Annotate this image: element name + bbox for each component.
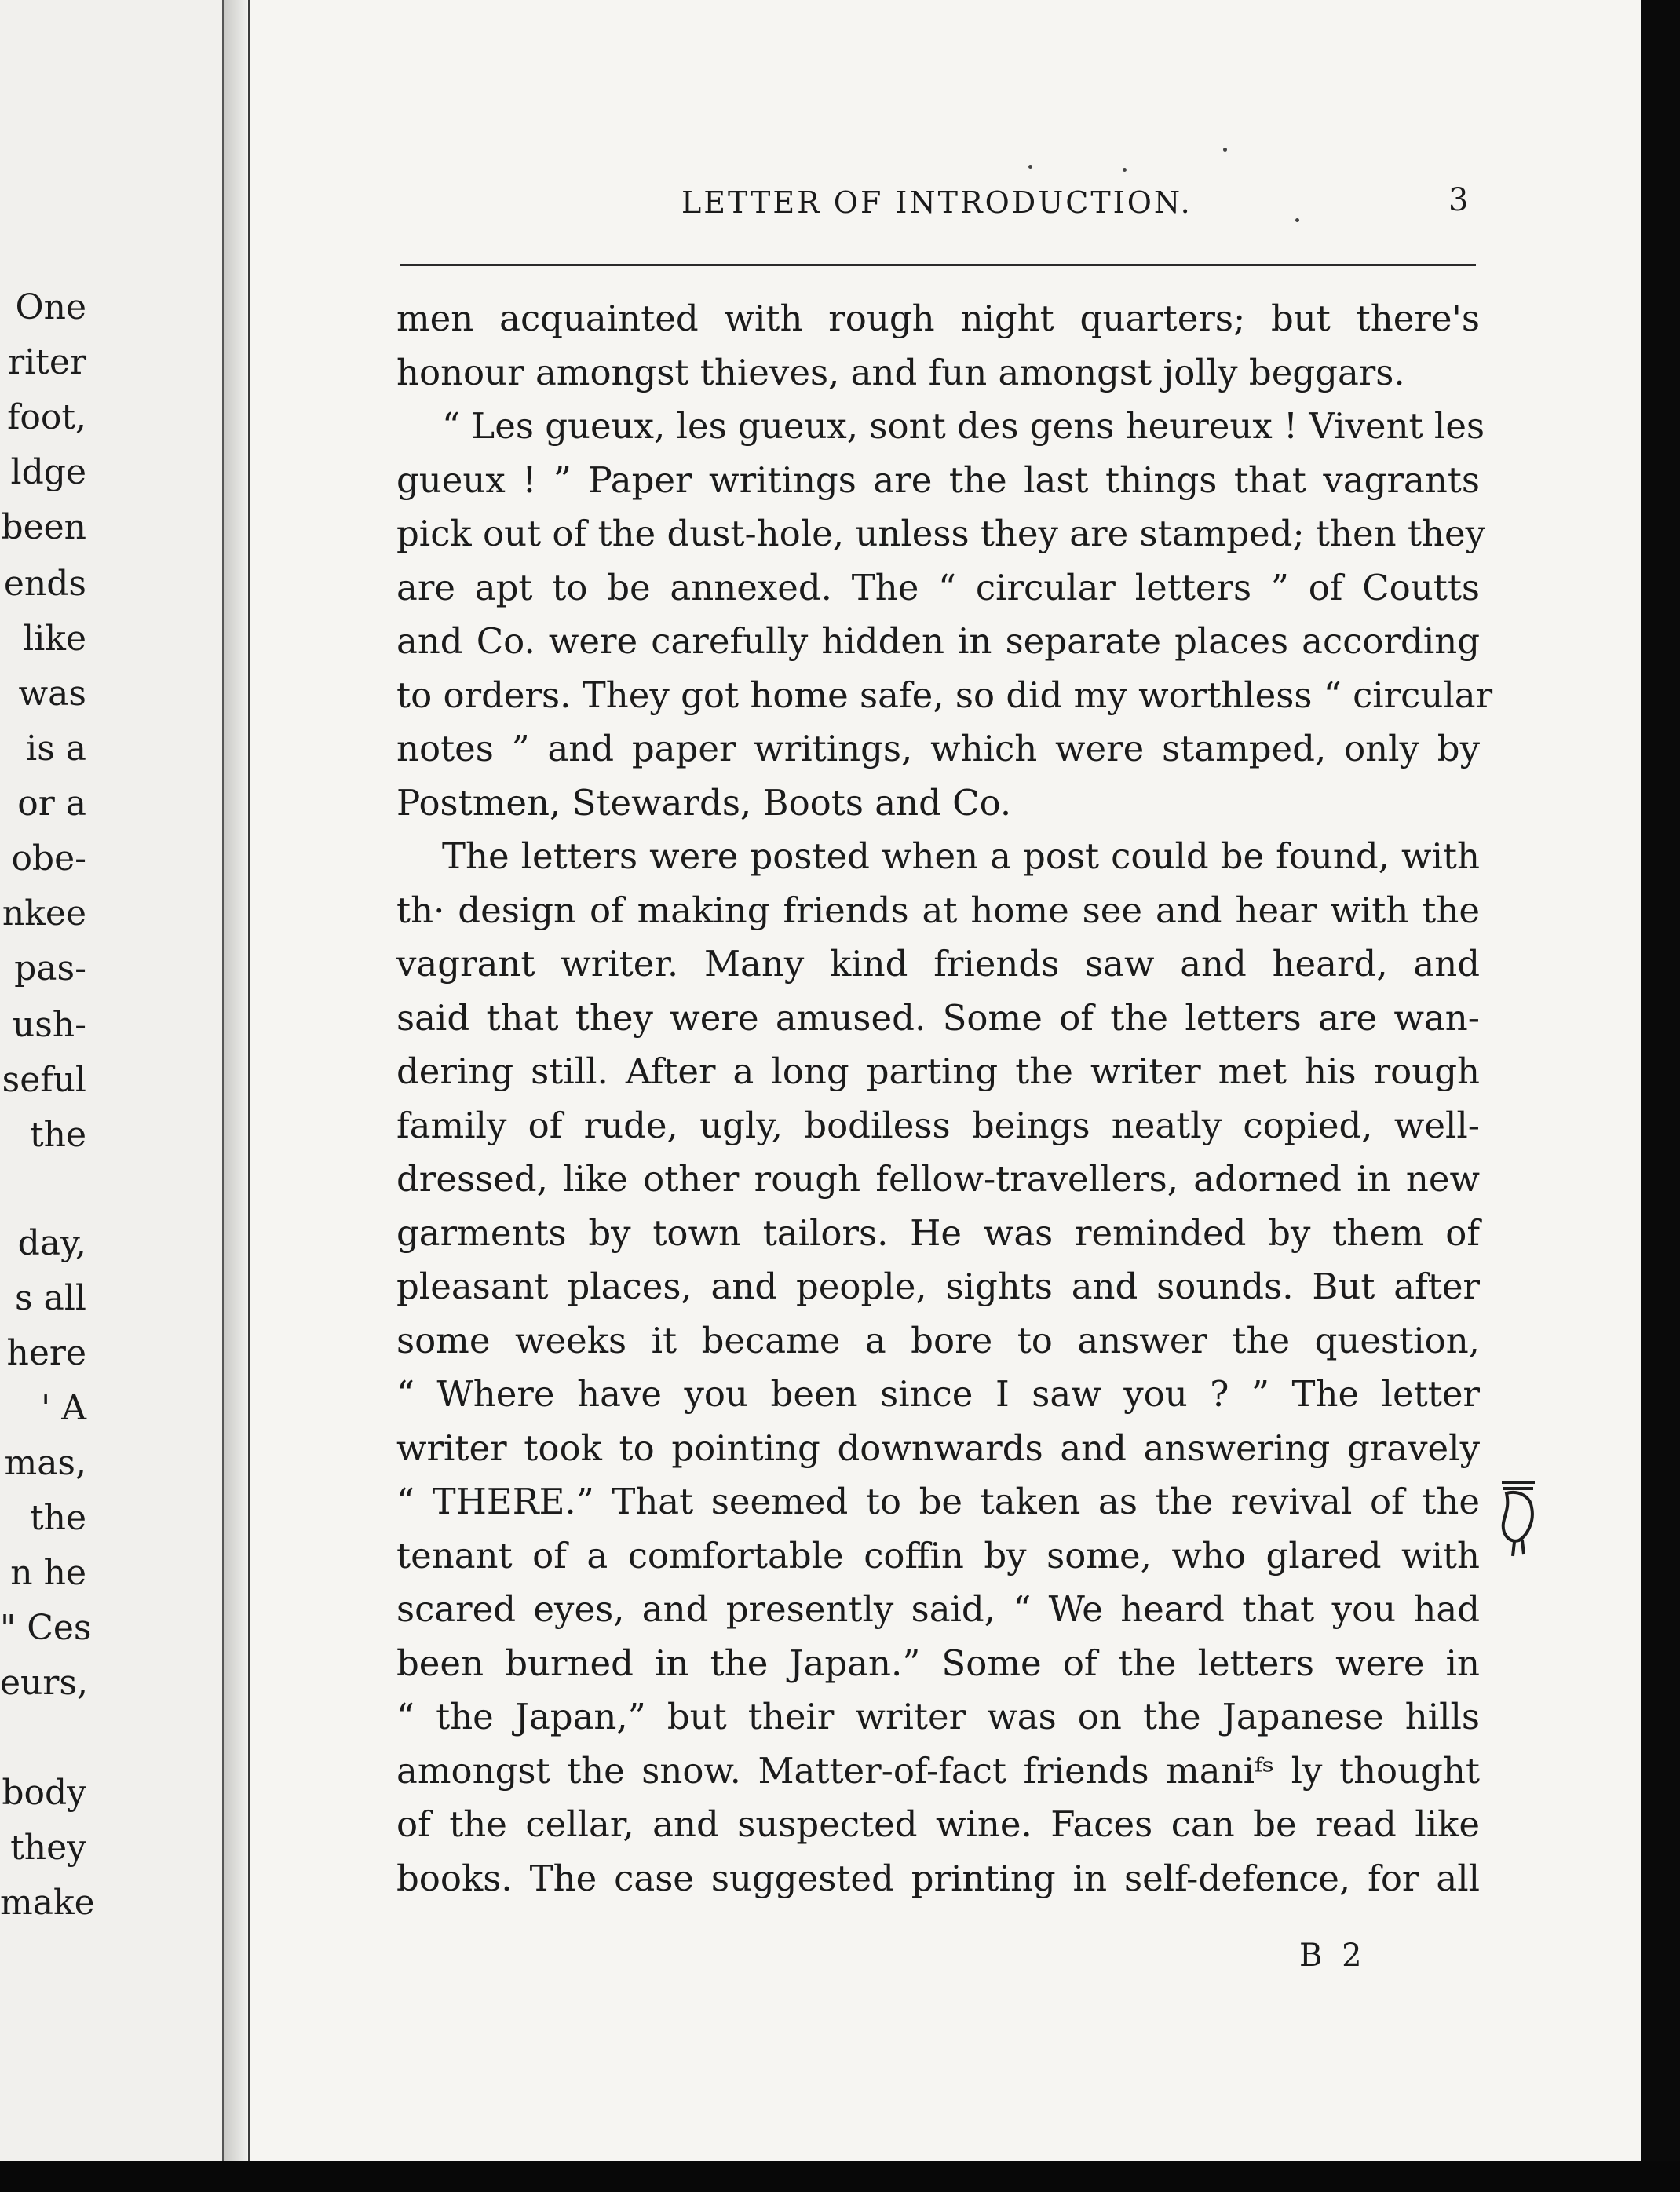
left-page-fragment: s all — [15, 1278, 86, 1318]
left-page-fragment: nkee — [2, 893, 86, 933]
text-line: notes ” and paper writings, which were stamped, only by — [396, 728, 1480, 769]
running-head: LETTER OF INTRODUCTION. — [681, 185, 1192, 220]
text-line: family of rude, ugly, bodiless beings neatly copied, well- — [396, 1104, 1480, 1146]
left-page-fragment: the — [29, 1498, 86, 1538]
left-page-fragment: obe- — [11, 838, 86, 879]
text-line: books. The case suggested printing in self-defence, for all — [396, 1857, 1480, 1899]
text-line: “ the Japan,” but their writer was on the Japanese hills — [396, 1696, 1480, 1737]
left-page-fragment: ' A — [41, 1388, 86, 1428]
text-line: vagrant writer. Many kind friends saw and heard, and — [396, 943, 1480, 985]
text-line: been burned in the Japan.” Some of the letters were in — [396, 1642, 1480, 1684]
left-page-fragment: eurs, — [0, 1663, 88, 1703]
text-line: men acquainted with rough night quarters; but there's — [396, 298, 1480, 339]
header-rule — [400, 264, 1476, 266]
left-page-fragment: the — [29, 1115, 86, 1155]
left-page-fragment: been — [1, 507, 86, 547]
left-page-fragment: make — [0, 1883, 95, 1923]
left-page-fragment: was — [18, 674, 86, 714]
text-line: gueux ! ” Paper writings are the last things that vagrants — [396, 458, 1480, 501]
print-speck — [1028, 165, 1032, 169]
scan-edge-right — [1641, 0, 1680, 2192]
print-speck — [1123, 168, 1127, 172]
left-page-fragment: like — [23, 619, 86, 659]
left-page-fragment: One — [15, 287, 86, 327]
scan-edge-bottom — [0, 2161, 1680, 2192]
text-line: The letters were posted when a post could be found, with — [442, 835, 1480, 877]
text-line: garments by town tailors. He was reminded by them of — [396, 1211, 1480, 1254]
pointing-hand-icon — [1496, 1476, 1543, 1562]
text-line: of the cellar, and suspected wine. Faces can be read like — [396, 1803, 1480, 1845]
left-page-fragment: mas, — [4, 1443, 86, 1483]
text-line: pleasant places, and people, sights and sounds. But after — [396, 1266, 1480, 1307]
left-page-fragment: seful — [2, 1060, 86, 1100]
text-line: are apt to be annexed. The “ circular letters ” of Coutts — [396, 566, 1480, 608]
text-line: amongst the snow. Matter-of-fact friends maniᶠˢ ly thought — [396, 1749, 1480, 1792]
left-page-fragment: is a — [26, 729, 86, 769]
left-page-fragment: ends — [3, 564, 86, 604]
left-page-text-fragments — [0, 0, 224, 2161]
page-number: 3 — [1448, 182, 1469, 218]
gutter-shadow — [224, 0, 247, 2161]
text-line: pick out of the dust-hole, unless they are stamped; then they — [396, 513, 1486, 554]
left-page-fragment: here — [6, 1333, 86, 1373]
print-speck — [1223, 148, 1227, 152]
left-page-fragment: or a — [17, 784, 86, 824]
text-line: tenant of a comfortable coffin by some, who glared with — [396, 1534, 1480, 1576]
text-line: said that they were amused. Some of the letters are wan- — [396, 996, 1480, 1039]
left-page-fragment: " Ces — [0, 1608, 92, 1648]
text-line: “ Where have you been since I saw you ? ” The letter — [396, 1373, 1480, 1415]
left-page-fragment: ush- — [12, 1005, 86, 1045]
left-page-fragment: ldge — [10, 452, 86, 492]
text-line: some weeks it became a bore to answer the question, — [396, 1319, 1480, 1361]
text-line: “ Les gueux, les gueux, sont des gens heureux ! Vivent les — [442, 405, 1485, 447]
gutter-line — [248, 0, 250, 2161]
left-page-fragment: pas- — [14, 948, 86, 988]
left-page-fragment: riter — [8, 342, 86, 382]
text-line: to orders. They got home safe, so did my worthless “ circular — [396, 674, 1493, 716]
left-page-fragment: they — [10, 1828, 86, 1868]
print-speck — [1295, 218, 1299, 222]
body-text — [396, 292, 1493, 1905]
left-page-fragment: body — [2, 1773, 86, 1813]
text-line: dering still. After a long parting the writer met his rough — [396, 1050, 1480, 1092]
text-line: th· design of making friends at home see and hear with the — [396, 889, 1480, 931]
text-line: dressed, like other rough fellow-travellers, adorned in new — [396, 1158, 1480, 1200]
left-page-fragment: n he — [10, 1553, 86, 1593]
text-line: scared eyes, and presently said, “ We heard that you had — [396, 1588, 1480, 1630]
text-line: “ THERE.” That seemed to be taken as the revival of the — [396, 1481, 1480, 1522]
signature-mark: B 2 — [1299, 1938, 1367, 1974]
text-line: Postmen, Stewards, Boots and Co. — [396, 781, 1012, 824]
text-line: writer took to pointing downwards and answering gravely — [396, 1427, 1480, 1469]
text-line: honour amongst thieves, and fun amongst jolly beggars. — [396, 351, 1405, 393]
left-page-fragment: foot, — [7, 397, 86, 437]
left-page-fragment: day, — [17, 1223, 86, 1263]
text-line: and Co. were carefully hidden in separate places according — [396, 620, 1480, 662]
